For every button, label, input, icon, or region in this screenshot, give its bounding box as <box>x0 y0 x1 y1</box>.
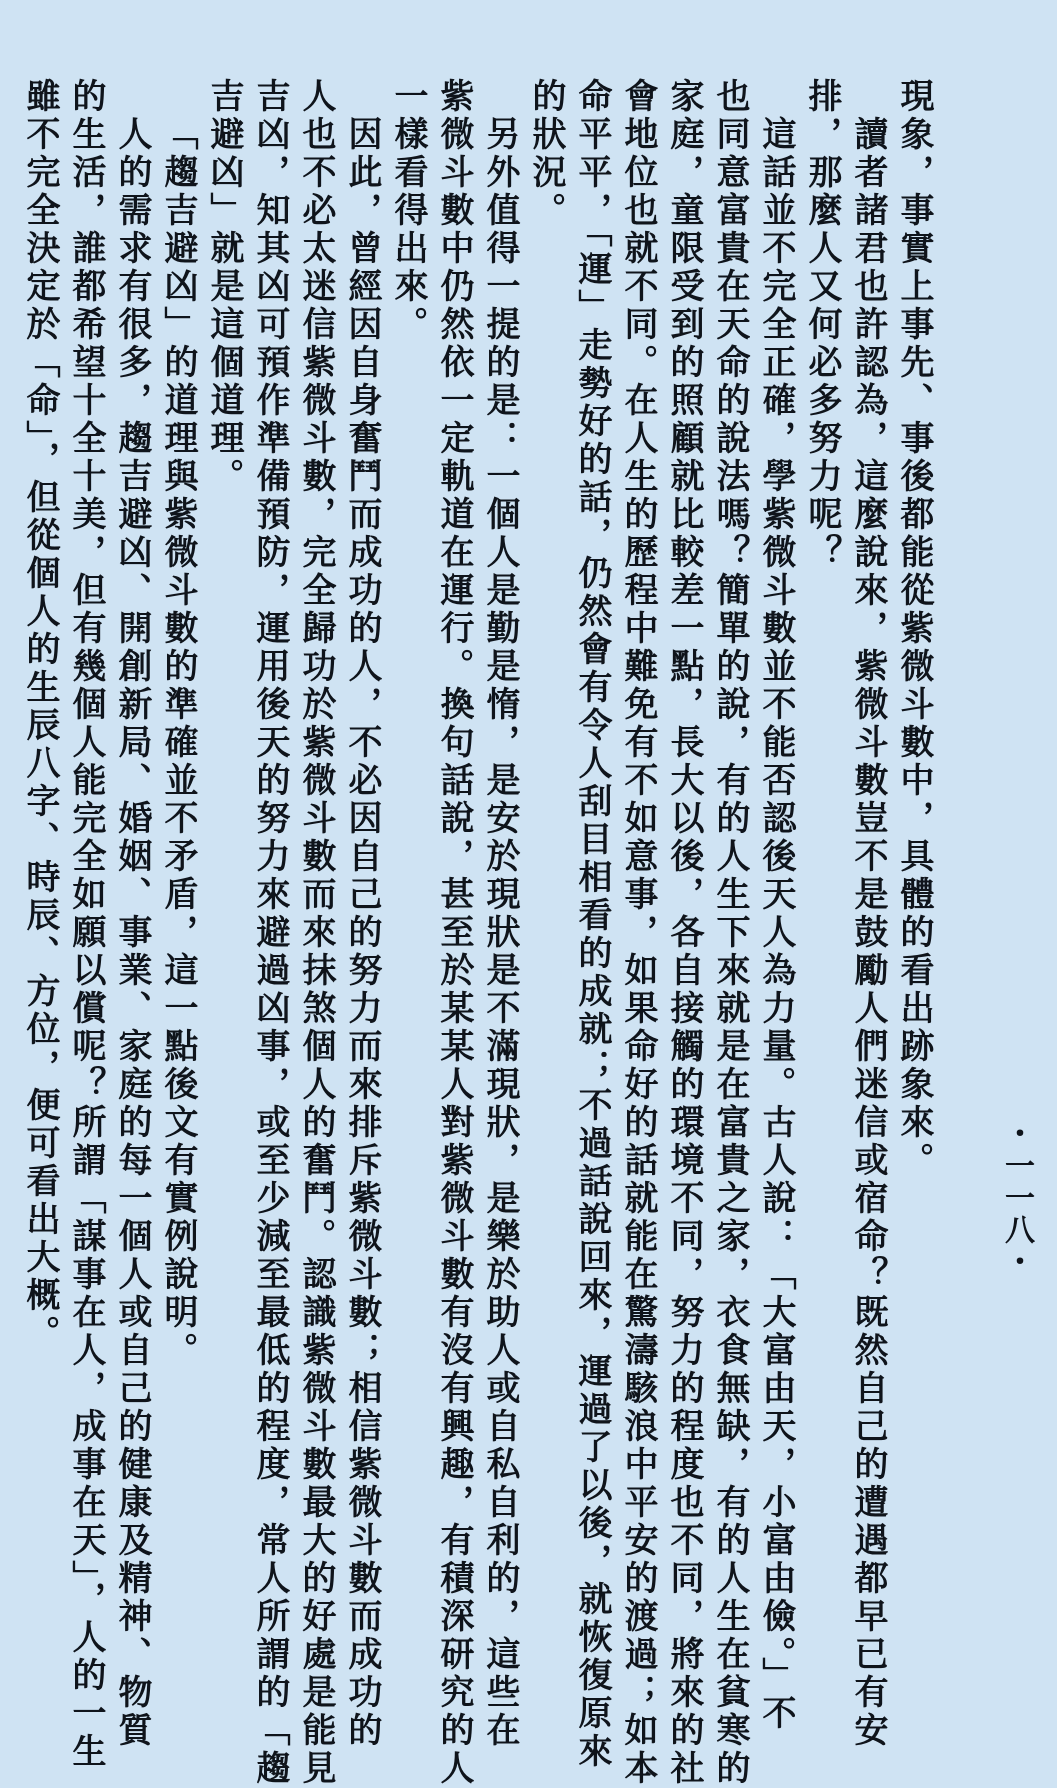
text-column: 雖不完全決定於「命」，但從個人的生辰八字、時辰、方位，便可看出大概。 <box>20 78 60 1353</box>
text-column: 吉避凶」就是這個道理。 <box>204 78 244 496</box>
text-column: 也同意富貴在天命的說法嗎？簡單的說，有的人生下來就是在富貴之家，衣食無缺，有的人生在貧寒的 <box>710 78 750 1788</box>
text-column: 讀者諸君也許認為，這麼說來，紫微斗數豈不是鼓勵人們迷信或宿命？既然自己的遭遇都早已有安 <box>848 116 888 1750</box>
text-column: 吉凶，知其凶可預作準備預防，運用後天的努力來避過凶事，或至少減至最低的程度，常人所謂的「趨 <box>250 78 290 1788</box>
page-number: ・一一八・ <box>999 1118 1034 1278</box>
text-column: 會地位也就不同。在人生的歷程中難免有不如意事，如果命好的話就能在驚濤駭浪中平安的渡過；如本 <box>618 78 658 1788</box>
text-column: 命平平，「運」走勢好的話，仍然會有令人刮目相看的成就；不過話說回來，運過了以後，就恢復原來 <box>572 78 612 1771</box>
text-column: 這話並不完全正確，學紫微斗數並不能否認後天人為力量。古人說：「大富由天，小富由儉。」不 <box>756 116 796 1733</box>
text-column: 一樣看得出來。 <box>388 78 428 344</box>
text-column: 的生活，誰都希望十全十美，但有幾個人能完全如願以償呢？所謂「謀事在人，成事在天」，人的一生 <box>66 78 106 1771</box>
text-column: 人的需求有很多，趨吉避凶、開創新局、婚姻、事業、家庭的每一個人或自己的健康及精神、物質 <box>112 116 152 1750</box>
text-column: 「趨吉避凶」的道理與紫微斗數的準確並不矛盾，這一點後文有實例說明。 <box>158 116 198 1370</box>
text-column: 家庭，童限受到的照顧就比較差一點，長大以後，各自接觸的環境不同，努力的程度也不同，將來的社 <box>664 78 704 1788</box>
text-column: 因此，曾經因自身奮鬥而成功的人，不必因自己的努力而來排斥紫微斗數；相信紫微斗數而成功的 <box>342 116 382 1750</box>
text-column: 的狀況。 <box>526 78 566 230</box>
text-column: 另外值得一提的是：一個人是勤是惰，是安於現狀是不滿現狀，是樂於助人或自私自利的，這些在 <box>480 116 520 1750</box>
text-column: 紫微斗數中仍然依一定軌道在運行。換句話說，甚至於某某人對紫微斗數有沒有興趣，有積深研究的人 <box>434 78 474 1788</box>
text-column: 現象，事實上事先、事後都能從紫微斗數中，具體的看出跡象來。 <box>894 78 934 1180</box>
text-column: 人也不必太迷信紫微斗數，完全歸功於紫微斗數而來抹煞個人的奮鬥。認識紫微斗數最大的好處是能見 <box>296 78 336 1788</box>
text-column: 排，那麼人又何必多努力呢？ <box>802 78 842 572</box>
